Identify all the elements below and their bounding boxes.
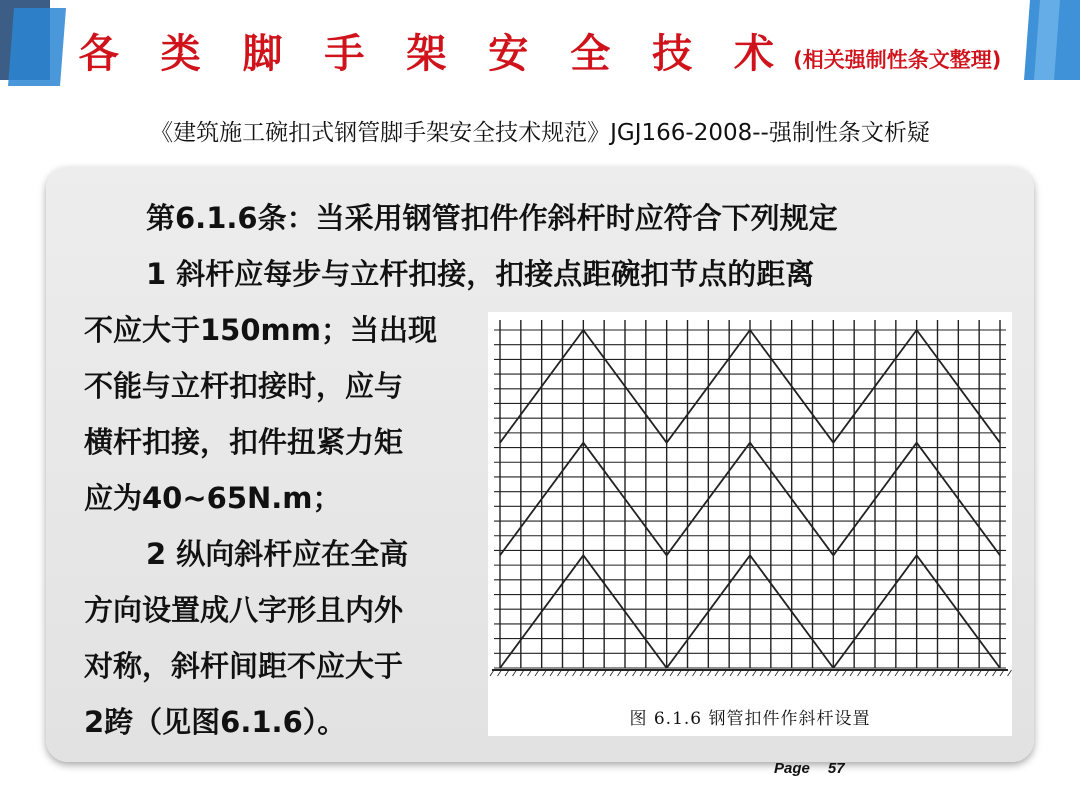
scaffold-diagram [488, 312, 1012, 692]
title-main: 各 类 脚 手 架 安 全 技 术 [78, 31, 789, 77]
page-footer [774, 760, 863, 777]
ground-hatch [1008, 670, 1012, 676]
body-line: 横杆扣接，扣件扭紧力矩 [84, 425, 404, 459]
body-line: 2跨（见图6.1.6）。 [84, 705, 347, 739]
body-line: 不应大于150mm；当出现 [84, 313, 437, 347]
body-line: 应为40~65N.m； [84, 481, 342, 515]
clause-heading: 第6.1.6条：当采用钢管扣件作斜杆时应符合下列规定 [146, 201, 838, 235]
body-line: 对称，斜杆间距不应大于 [84, 649, 404, 683]
page-label: Page [774, 760, 810, 777]
body-line: 2 纵向斜杆应在全高 [146, 537, 409, 571]
body-line: 1 斜杆应每步与立杆扣接，扣接点距碗扣节点的距离 [146, 257, 815, 291]
page-number: 57 [827, 760, 845, 777]
page-title [0, 22, 1080, 79]
figure-caption: 图 6.1.6 钢管扣件作斜杆设置 [629, 709, 871, 729]
body-line: 方向设置成八字形且内外 [84, 593, 404, 627]
scaffold-figure [488, 312, 1012, 736]
subtitle: 《建筑施工碗扣式钢管脚手架安全技术规范》JGJ166-2008--强制性条文析疑 [150, 120, 930, 146]
body-line: 不能与立杆扣接时，应与 [84, 369, 404, 403]
title-note: (相关强制性条文整理) [793, 48, 1002, 72]
